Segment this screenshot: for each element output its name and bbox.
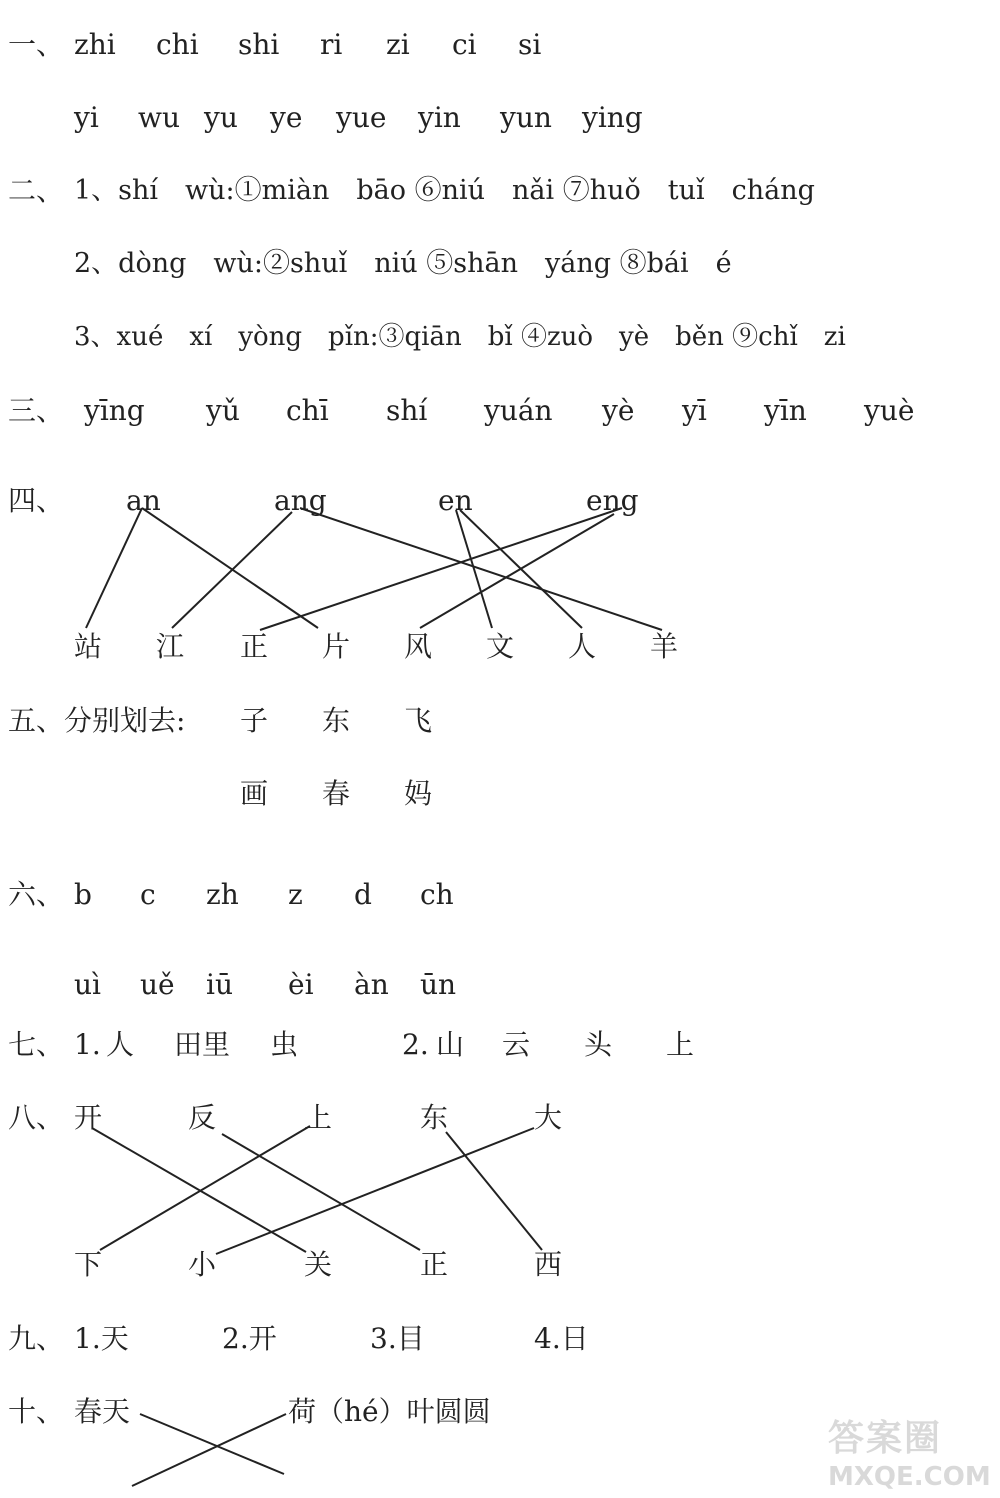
q4-character: 片	[322, 630, 351, 663]
q3-label: 三、	[8, 394, 65, 427]
q8-character: 开	[74, 1101, 103, 1134]
q1-syllable: ying	[582, 101, 643, 134]
q9-label: 九、	[8, 1322, 65, 1355]
q4-line-an-站	[86, 508, 142, 628]
q9-item: 3.目	[370, 1322, 425, 1355]
q6-label: 六、	[8, 878, 65, 911]
q2-line1: 1、shí wù:①miàn bāo ⑥niú nǎi ⑦huǒ tuǐ cháng	[74, 175, 815, 206]
q1-syllable: yu	[204, 101, 238, 134]
q4-character: 文	[486, 630, 515, 663]
q4-character: 风	[404, 630, 433, 663]
q4-line-eng-风	[420, 514, 614, 628]
q1-syllable: shi	[238, 28, 280, 61]
q6-final: àn	[354, 968, 389, 1001]
q6-final: uě	[140, 968, 175, 1001]
q10-line-a	[140, 1414, 284, 1474]
q4-line-eng-正	[260, 508, 622, 630]
q6-initial: b	[74, 878, 92, 911]
q4-character: 江	[156, 630, 185, 663]
q4-final: ang	[274, 484, 327, 517]
q9-item: 2.开	[222, 1322, 277, 1355]
q1-label: 一、	[8, 28, 65, 61]
q5-character: 画	[240, 777, 269, 810]
q7-part1-number: 1.	[74, 1028, 101, 1061]
q7-word: 云	[502, 1028, 531, 1061]
q3-syllable: yè	[602, 394, 635, 427]
q8-character: 东	[420, 1101, 449, 1134]
q10-left-phrase: 春天	[74, 1395, 131, 1428]
watermark-site: MXQE.COM	[828, 1462, 991, 1492]
q8-character: 反	[188, 1101, 217, 1134]
q4-character: 人	[568, 630, 597, 663]
q6-initial: c	[140, 878, 156, 911]
q9-item: 1.天	[74, 1322, 129, 1355]
watermark-logo: 答案圈	[828, 1418, 943, 1459]
q5-character: 春	[322, 777, 351, 810]
q3-syllable: yī	[682, 394, 707, 427]
q7-word: 田里	[174, 1028, 231, 1061]
q5-character: 妈	[404, 777, 433, 810]
q4-final: en	[438, 484, 473, 517]
q1-syllable: yi	[74, 101, 99, 134]
q8-line-大-小	[216, 1128, 534, 1254]
q8-line-上-下	[100, 1126, 310, 1250]
q10-line-b	[132, 1414, 286, 1486]
q7-word: 头	[584, 1028, 613, 1061]
q8-character: 大	[534, 1101, 563, 1134]
q1-syllable: zhi	[74, 28, 116, 61]
q4-final: eng	[586, 484, 639, 517]
q6-final: uì	[74, 968, 101, 1001]
q8-character: 正	[420, 1248, 449, 1281]
q4-line-ang-江	[172, 512, 292, 628]
q1-syllable: zi	[386, 28, 410, 61]
q6-initial: z	[288, 878, 303, 911]
q4-line-an-片	[142, 508, 318, 628]
q6-initial: ch	[420, 878, 454, 911]
q5-character: 东	[322, 704, 351, 737]
q1-syllable: wu	[138, 101, 180, 134]
q8-line-反-正	[222, 1134, 420, 1250]
q8-line-东-西	[446, 1132, 542, 1250]
q8-character: 上	[304, 1101, 333, 1134]
q3-syllable: yīng	[84, 394, 145, 427]
q8-character: 西	[534, 1248, 563, 1281]
q3-syllable: shí	[386, 394, 428, 427]
q3-syllable: yīn	[764, 394, 807, 427]
q5-character: 飞	[404, 704, 433, 737]
q7-word: 山	[436, 1028, 465, 1061]
q4-character: 正	[240, 630, 269, 663]
q1-syllable: ri	[320, 28, 343, 61]
q8-character: 下	[74, 1248, 103, 1281]
q3-syllable: chī	[286, 394, 329, 427]
q5-character: 子	[240, 704, 269, 737]
q4-line-ang-羊	[300, 508, 662, 630]
q3-syllable: yuè	[864, 394, 915, 427]
q1-syllable: ye	[270, 101, 303, 134]
q1-syllable: si	[518, 28, 542, 61]
q6-initial: d	[354, 878, 372, 911]
q1-syllable: chi	[156, 28, 199, 61]
q7-word: 上	[666, 1028, 695, 1061]
q7-part2-number: 2.	[402, 1028, 429, 1061]
q6-final: èi	[288, 968, 314, 1001]
q4-label: 四、	[8, 484, 65, 517]
q5-label: 五、分别划去:	[8, 704, 186, 737]
q2-label: 二、	[8, 174, 65, 207]
q4-character: 羊	[650, 630, 679, 663]
q4-line-en-文	[456, 510, 492, 628]
q6-final: iū	[206, 968, 233, 1001]
q1-syllable: ci	[452, 28, 477, 61]
q8-label: 八、	[8, 1101, 65, 1134]
q9-item: 4.日	[534, 1322, 589, 1355]
q1-syllable: yue	[336, 101, 387, 134]
q3-syllable: yuán	[484, 394, 553, 427]
q1-syllable: yun	[500, 101, 552, 134]
q7-word: 人	[106, 1028, 135, 1061]
q1-syllable: yin	[418, 101, 461, 134]
q6-final: ūn	[420, 968, 457, 1001]
q4-character: 站	[74, 630, 103, 663]
q6-initial: zh	[206, 878, 239, 911]
q2-line3: 3、xué xí yòng pǐn:③qiān bǐ ④zuò yè běn ⑨chǐ zi	[74, 322, 846, 352]
q10-label: 十、	[8, 1395, 65, 1428]
q7-label: 七、	[8, 1028, 65, 1061]
q7-word: 虫	[270, 1028, 299, 1061]
q8-character: 关	[304, 1248, 333, 1281]
q2-line2: 2、dòng wù:②shuǐ niú ⑤shān yáng ⑧bái é	[74, 248, 732, 279]
q4-final: an	[126, 484, 161, 517]
q3-syllable: yǔ	[206, 394, 240, 427]
q8-character: 小	[188, 1248, 217, 1281]
q10-right-phrase: 荷（hé）叶圆圆	[288, 1395, 491, 1428]
